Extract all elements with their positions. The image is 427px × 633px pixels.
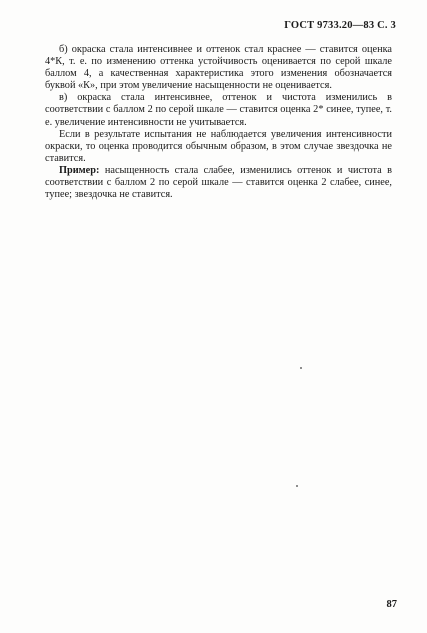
paragraph-v: в) окраска стала интенсивнее, оттенок и чистота изменились в соответствии с баллом 2 по серой шкале — ставится оценка 2* синее, тупее, т. е. увеличение интенсивности не учитывается. bbox=[45, 92, 392, 128]
scan-speck bbox=[300, 367, 302, 369]
paragraph-b: б) окраска стала интенсивнее и оттенок стал краснее — ставится оценка 4*К, т. е. по изменению оттенка устойчивость оценивается по серой шкале баллом 4, а качественная характеристика этого изменения обозначается буквой «К», при этом увеличение насыщенности не оценивается. bbox=[45, 44, 392, 92]
page-header: ГОСТ 9733.20—83 С. 3 bbox=[284, 20, 396, 31]
paragraph-example bbox=[45, 165, 392, 201]
example-lead: Пример: bbox=[59, 164, 100, 176]
page-number: 87 bbox=[386, 599, 397, 610]
scan-speck bbox=[296, 485, 298, 487]
body-text bbox=[45, 44, 392, 201]
paragraph-no-increase: Если в результате испытания не наблюдается увеличения интенсивности окраски, то оценка проводится обычным образом, в этом случае звездочка не ставится. bbox=[45, 128, 392, 164]
example-text: насыщенность стала слабее, изменились оттенок и чистота в соответствии с баллом 2 по серой шкале — ставится оценка 2 слабее, синее, тупее; звездочка не ставится. bbox=[45, 164, 392, 201]
